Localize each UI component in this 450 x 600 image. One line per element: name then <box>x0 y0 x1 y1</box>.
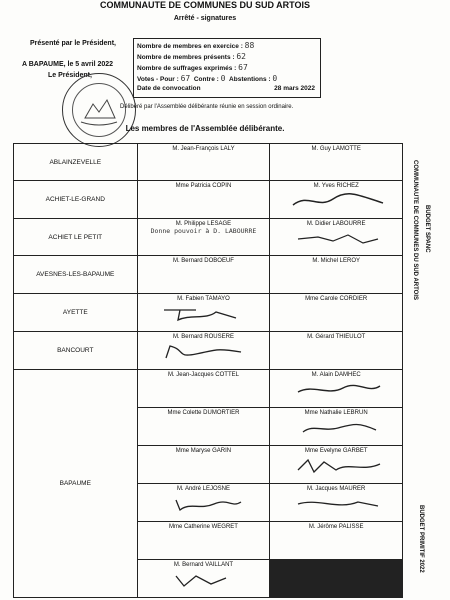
member-name: M. Bernard DOBOEUF <box>172 258 234 264</box>
votes-against-label: Contre : <box>193 76 219 83</box>
redacted-cell <box>270 560 403 598</box>
table-row <box>14 370 403 408</box>
table-row <box>14 256 403 294</box>
member-name: M. Gérard THIEULOT <box>307 334 366 340</box>
member-name: M. Jean-Jacques COTTEL <box>167 372 239 378</box>
handwritten-signature <box>288 496 388 512</box>
votes-cast-value: 67 <box>238 63 248 72</box>
member-cell <box>137 294 270 332</box>
votes-for-value: 67 <box>180 74 191 83</box>
member-cell <box>270 484 403 522</box>
member-cell <box>137 522 270 560</box>
convocation-date-value: 28 mars 2022 <box>274 85 315 92</box>
table-row <box>14 219 403 256</box>
members-in-office-label: Nombre de membres en exercice : <box>137 43 243 50</box>
members-present-label: Nombre de membres présents : <box>137 54 235 61</box>
member-name: Mme Patricia COPIN <box>175 183 232 189</box>
abstentions-value: 0 <box>272 74 278 83</box>
votes-for-label: Votes - Pour : <box>137 76 179 83</box>
member-cell <box>270 446 403 484</box>
member-name: M. Fabien TAMAYO <box>177 296 230 302</box>
abstentions-label: Abstentions : <box>229 76 271 83</box>
member-cell <box>270 256 403 294</box>
handwritten-signature <box>288 458 388 474</box>
handwritten-signature <box>156 496 256 512</box>
commune-cell: BAPAUME <box>14 370 138 598</box>
member-name: M. Guy LAMOTTE <box>311 146 361 152</box>
member-name: Mme Maryse GARIN <box>175 448 232 454</box>
handwritten-signature <box>288 382 388 398</box>
member-cell <box>270 332 403 370</box>
member-cell <box>137 484 270 522</box>
commune-cell: AYETTE <box>14 294 138 332</box>
side-budget-label: BUDGET SPANC <box>424 205 430 253</box>
member-name: Mme Carole CORDIER <box>305 296 368 302</box>
side-footer-label: BUDGET PRIMITIF 2022 <box>418 505 424 573</box>
votes-cast-label: Nombre de suffrages exprimés : <box>137 65 237 72</box>
member-name: M. Bernard ROUSERE <box>172 334 234 340</box>
member-name: M. Yves RICHEZ <box>313 183 359 189</box>
handwritten-signature <box>156 306 256 322</box>
member-cell <box>270 219 403 256</box>
side-org-label: COMMUNAUTE DE COMMUNES DU SUD ARTOIS <box>412 160 418 301</box>
commune-cell: ACHIET-LE-GRAND <box>14 181 138 219</box>
place-date: A BAPAUME, le 5 avril 2022 <box>22 61 114 68</box>
proxy-note: Donne pouvoir à D. LABOURRE <box>150 227 257 235</box>
members-in-office-value: 88 <box>244 41 255 50</box>
commune-cell: ACHIET LE PETIT <box>14 219 138 256</box>
member-cell <box>270 181 403 219</box>
convocation-date-label: Date de convocation <box>137 85 201 92</box>
votes-against-value: 0 <box>220 74 226 83</box>
handwritten-signature <box>288 420 388 436</box>
commune-cell: ABLAINZEVELLE <box>14 144 138 181</box>
member-cell <box>137 408 270 446</box>
member-cell <box>137 332 270 370</box>
member-cell <box>270 370 403 408</box>
commune-cell: AVESNES-LES-BAPAUME <box>14 256 138 294</box>
member-cell <box>270 144 403 181</box>
member-name: M. André LEJOSNE <box>176 486 230 492</box>
member-name: M. Didier LABOURRE <box>306 221 366 227</box>
member-cell <box>270 522 403 560</box>
presented-by-label: Présenté par le Président, <box>30 40 116 47</box>
member-name: M. Bernard VAILLANT <box>173 562 234 568</box>
member-cell <box>270 408 403 446</box>
handwritten-signature <box>156 344 256 360</box>
members-present-value: 62 <box>236 52 246 61</box>
official-stamp <box>62 73 136 147</box>
member-cell <box>137 446 270 484</box>
member-name: M. Jean-François LALY <box>172 146 235 152</box>
document-subtitle: Arrêté - signatures <box>173 15 237 22</box>
table-row <box>14 144 403 181</box>
member-cell <box>137 181 270 219</box>
member-cell <box>270 294 403 332</box>
signature-table <box>13 143 403 598</box>
handwritten-signature <box>288 231 388 247</box>
table-row <box>14 294 403 332</box>
session-note: Délibéré par l'Assemblée délibérante réunie en session ordinaire. <box>120 104 294 110</box>
president-label: Le Président, <box>48 72 92 79</box>
member-name: M. Jérôme PALISSE <box>308 524 364 530</box>
member-name: Mme Nathalie LEBRUN <box>304 410 368 416</box>
members-heading: Les membres de l'Assemblée délibérante. <box>125 124 285 133</box>
vote-info-box <box>133 38 321 98</box>
member-name: M. Alain DAMHEC <box>311 372 361 378</box>
member-name: Mme Evelyne GARBET <box>304 448 368 454</box>
member-name: Mme Catherine WEGRET <box>168 524 238 530</box>
commune-cell: BANCOURT <box>14 332 138 370</box>
member-name: M. Philippe LESAGE <box>175 221 232 227</box>
member-cell <box>137 256 270 294</box>
member-cell <box>137 219 270 256</box>
member-name: M. Michel LEROY <box>312 258 361 264</box>
document-title: COMMUNAUTE DE COMMUNES DU SUD ARTOIS <box>99 0 310 10</box>
table-row <box>14 181 403 219</box>
handwritten-signature <box>156 572 256 588</box>
table-row <box>14 332 403 370</box>
member-cell <box>137 370 270 408</box>
member-cell <box>137 144 270 181</box>
member-cell <box>137 560 270 598</box>
handwritten-signature <box>288 193 388 209</box>
member-name: Mme Colette DUMORTIER <box>167 410 240 416</box>
member-name: M. Jacques MAURER <box>307 486 366 492</box>
